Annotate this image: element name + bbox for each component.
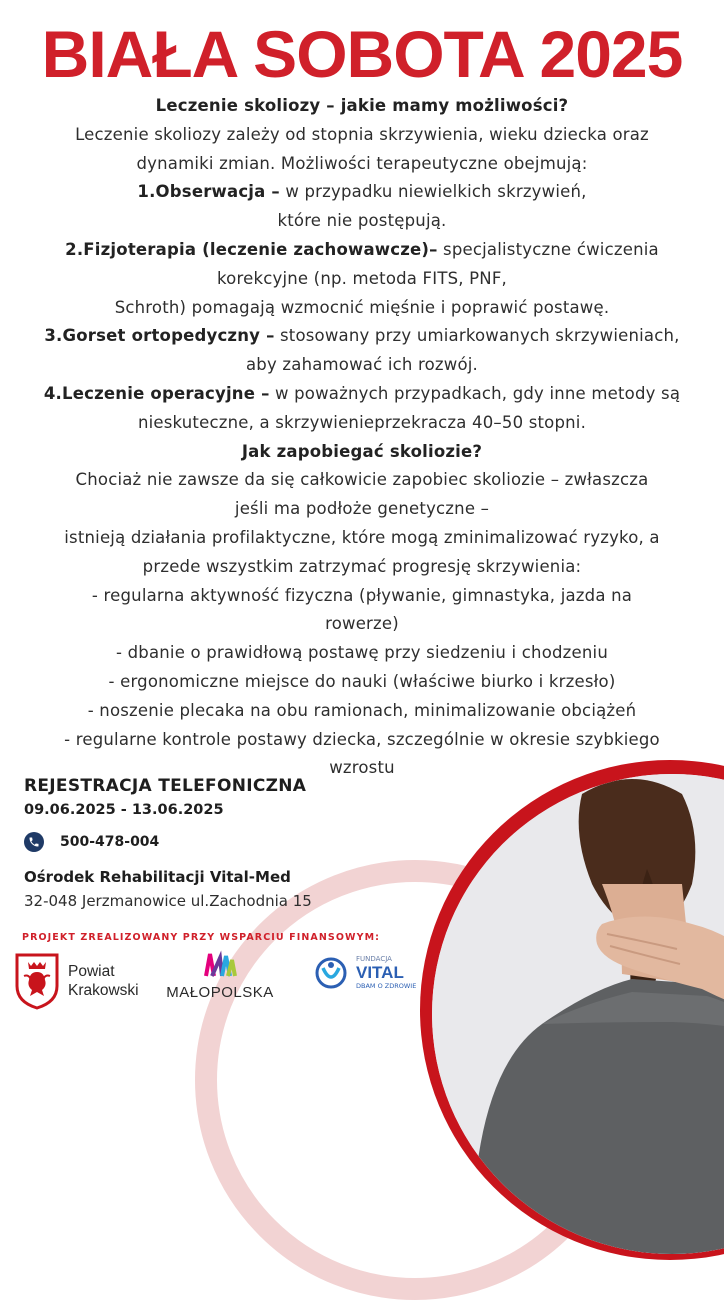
malopolska-logo-icon — [200, 950, 240, 978]
powiat-logo — [14, 952, 139, 1010]
prevention-intro-line: istnieją działania profilaktyczne, które mogą zminimalizować ryzyko, a — [64, 527, 660, 547]
treatment-item-text: stosowany przy umiarkowanych skrzywieniach, — [274, 326, 680, 346]
prevention-list-item: - ergonomiczne miejsce do nauki (właściwe biurko i krzesło) — [108, 671, 616, 691]
treatment-item-title: 1.Obserwacja – — [137, 182, 280, 202]
prevention-list-item: - dbanie o prawidłową postawę przy siedzeniu i chodzeniu — [116, 643, 608, 663]
powiat-line1: Powiat — [68, 963, 115, 980]
powiat-crest-icon — [14, 952, 60, 1010]
prevention-list-item: - regularna aktywność fizyczna (pływanie, gimnastyka, jazda na — [91, 585, 633, 605]
prevention-intro-line: jeśli ma podłoże genetyczne – — [234, 499, 490, 519]
treatment-item-title: 3.Gorset ortopedyczny – — [44, 326, 275, 346]
phone-number[interactable]: 500-478-004 — [60, 834, 160, 850]
registration-block — [24, 776, 306, 818]
malopolska-text: MAŁOPOLSKA — [166, 984, 274, 1001]
treatment-item — [20, 236, 704, 265]
registration-dates: 09.06.2025 - 13.06.2025 — [24, 802, 224, 818]
prevention-intro-line: przede wszystkim zatrzymać progresję skrzywienia: — [142, 556, 582, 576]
prevention-list-item: - noszenie plecaka na obu ramionach, minimalizowanie obciążeń — [87, 700, 637, 720]
heading-prevention: Jak zapobiegać skoliozie? — [241, 441, 483, 461]
phone-row[interactable] — [24, 832, 159, 852]
heading-treatment: Leczenie skoliozy – jakie mamy możliwości? — [155, 96, 569, 115]
treatment-item-text: w przypadku niewielkich skrzywień, — [279, 182, 587, 202]
fundacja-small-text: FUNDACJA — [356, 955, 392, 963]
treatment-item-text: specjalistyczne ćwiczenia — [437, 239, 659, 259]
treatment-item — [20, 322, 704, 351]
registration-title: REJESTRACJA TELEFONICZNA — [24, 776, 307, 796]
prevention-list-item: - regularne kontrole postawy dziecka, szczególnie w okresie szybkiego — [64, 729, 660, 749]
phone-icon — [24, 832, 44, 852]
intro-line: Leczenie skoliozy zależy od stopnia skrzywienia, wieku dziecka oraz — [75, 124, 649, 144]
prevention-intro-line: Chociaż nie zawsze da się całkowicie zapobiec skoliozie – zwłaszcza — [75, 470, 649, 490]
treatment-item — [20, 380, 704, 409]
treatment-item-cont: które nie postępują. — [277, 211, 447, 231]
sponsor-label: PROJEKT ZREALIZOWANY PRZY WSPARCIU FINANSOWYM: — [22, 932, 381, 943]
treatment-item-cont: aby zahamować ich rozwój. — [246, 355, 478, 375]
treatment-item-cont: Schroth) pomagają wzmocnić mięśnie i poprawić postawę. — [114, 297, 610, 317]
treatment-item-text: w poważnych przypadkach, gdy inne metody są — [269, 383, 681, 403]
malopolska-logo — [160, 950, 280, 1001]
intro-line: dynamiki zmian. Możliwości terapeutyczne obejmują: — [136, 153, 588, 173]
article-body — [20, 92, 704, 783]
vital-logo-icon — [314, 956, 352, 990]
prevention-list-item: wzrostu — [329, 758, 395, 778]
prevention-list-item: rowerze) — [325, 614, 399, 634]
powiat-line2: Krakowski — [68, 982, 139, 999]
treatment-item-cont: korekcyjne (np. metoda FITS, PNF, — [217, 268, 507, 288]
fundacja-vital-logo — [314, 954, 416, 991]
center-address: 32-048 Jerzmanowice ul.Zachodnia 15 — [24, 892, 312, 910]
treatment-item-cont: nieskuteczne, a skrzywienieprzekracza 40–50 stopni. — [137, 412, 587, 432]
page-title: BIAŁA SOBOTA 2025 — [41, 17, 683, 91]
center-name: Ośrodek Rehabilitacji Vital-Med — [24, 868, 291, 886]
treatment-item-title: 4.Leczenie operacyjne – — [43, 383, 270, 403]
treatment-item-title: 2.Fizjoterapia (leczenie zachowawcze)– — [65, 239, 438, 259]
fundacja-sub-text: DBAM O ZDROWIE — [356, 982, 417, 990]
treatment-item — [20, 178, 704, 207]
fundacja-big-text: VITAL — [356, 963, 404, 982]
